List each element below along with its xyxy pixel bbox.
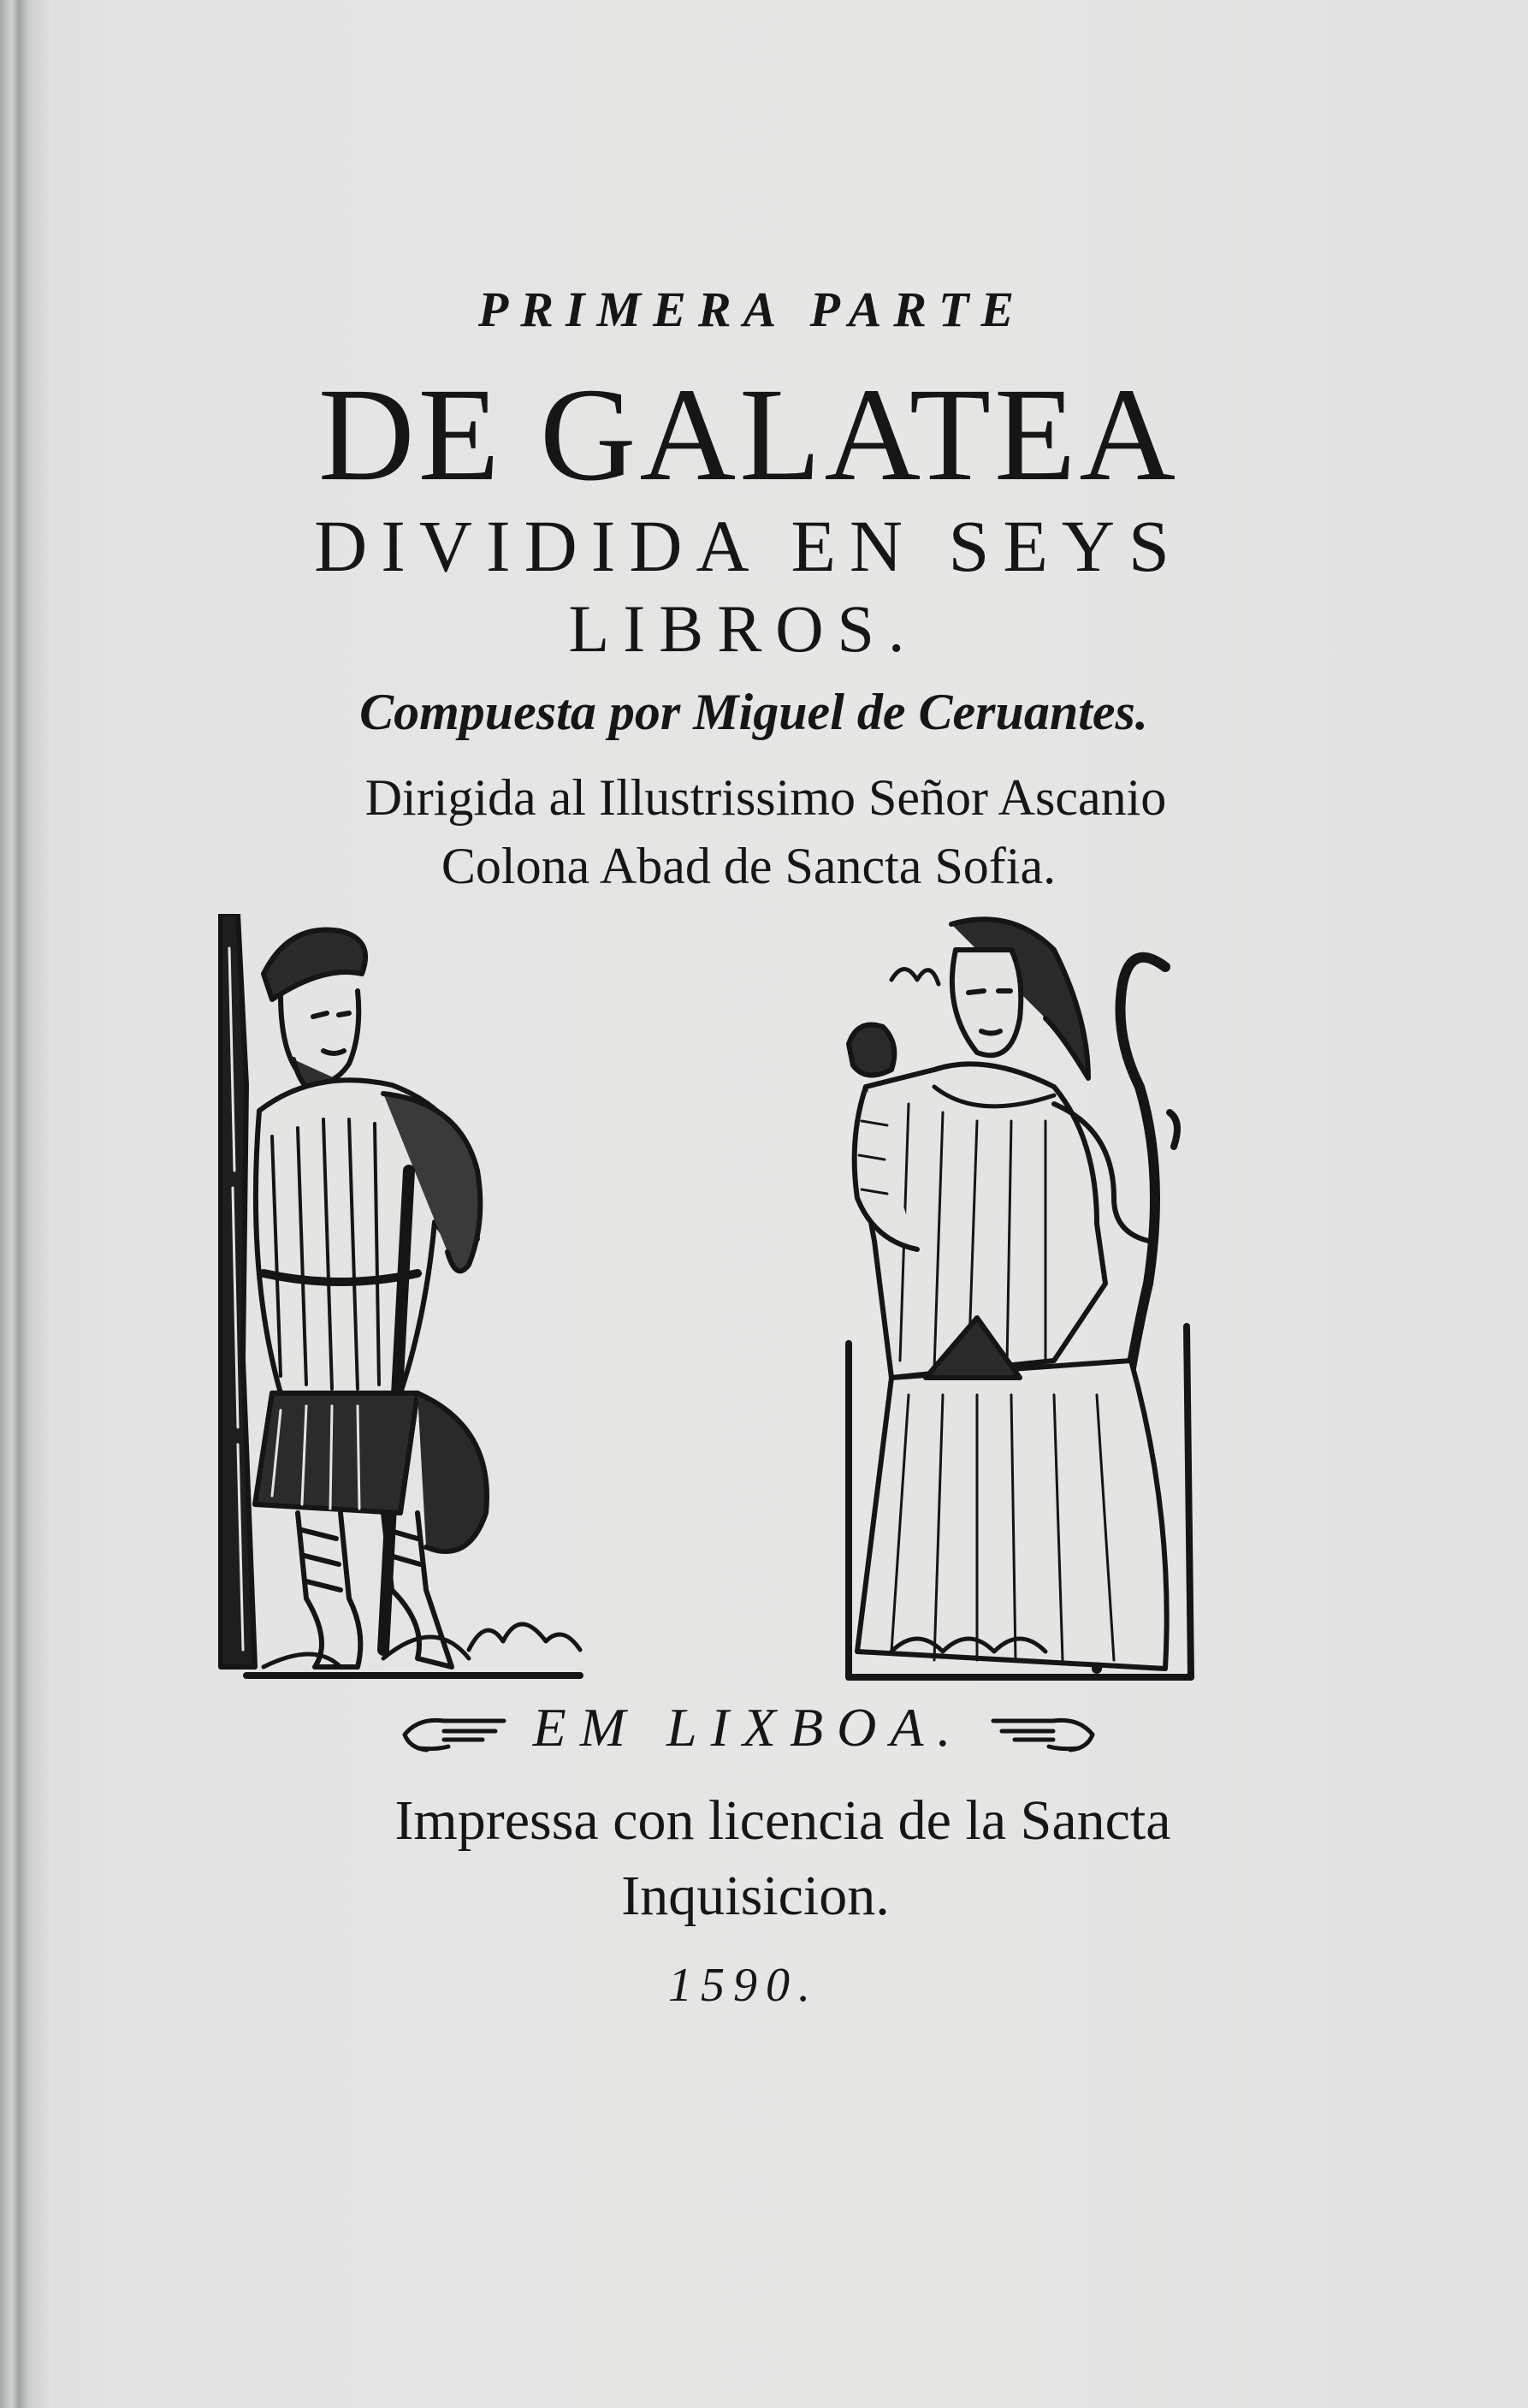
license-line-1: Impressa con licencia de la Sancta (394, 1789, 1171, 1852)
dedication-line-2: Colona Abad de Sancta Sofia. (441, 838, 1057, 894)
pointing-hand-icon (401, 1709, 512, 1757)
title-line-primera-parte: PRIMERA PARTE (477, 282, 1027, 337)
place-text: EM LIXBOA. (532, 1697, 965, 1758)
author-line: Compuesta por Miguel de Ceruantes. (359, 684, 1148, 740)
shepherdess-woodcut (840, 916, 1199, 1686)
publication-year: 1590. (668, 1959, 819, 2012)
shepherd-woodcut (212, 914, 589, 1684)
dedication-line-1: Dirigida al Illustrissimo Señor Ascanio (364, 769, 1167, 826)
pointing-hand-icon (985, 1709, 1096, 1757)
page-spine-edge (0, 0, 53, 2408)
license-line-2: Inquisicion. (621, 1865, 890, 1927)
title-line-libros: LIBROS. (568, 591, 919, 666)
title-line-dividida: DIVIDIDA EN SEYS (314, 505, 1183, 587)
place-line (0, 1696, 1513, 1759)
title-line-de-galatea: DE GALATEA (317, 360, 1180, 508)
